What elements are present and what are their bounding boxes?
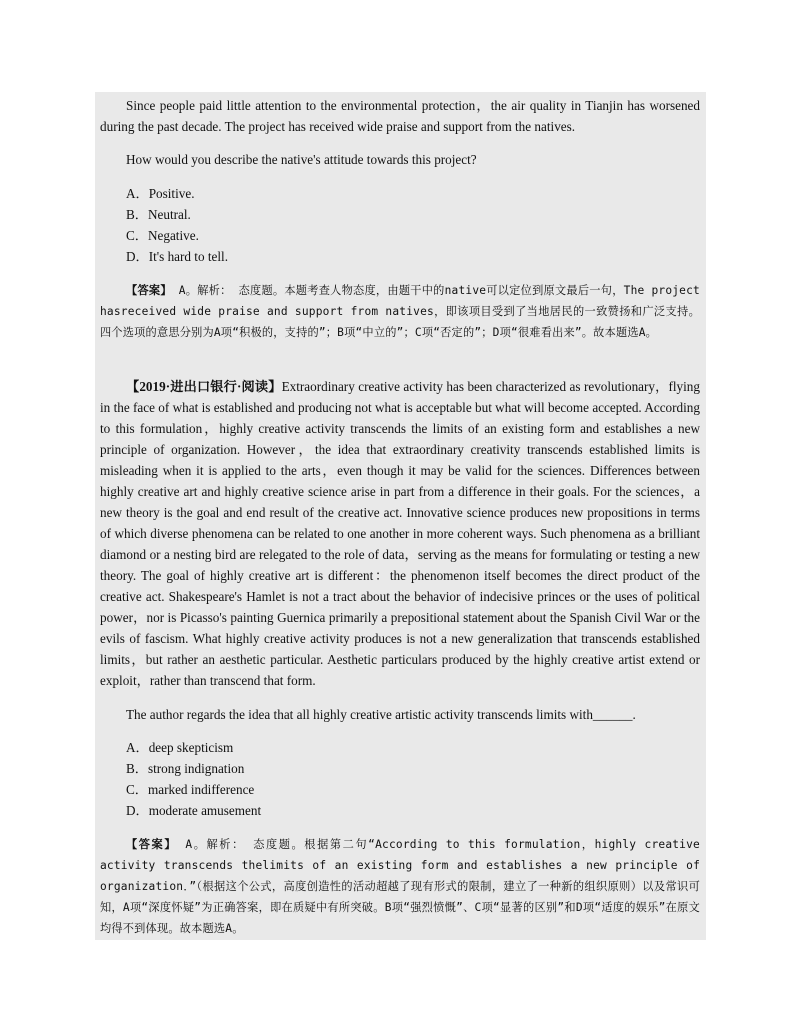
q2-question: The author regards the idea that all highly creative artistic activity transcends limits with______. bbox=[126, 707, 636, 722]
q1-passage: Since people paid little attention to the environmental protection，the air quality in Tianjin has worsened during the past decade. The project has received wide praise and support from the natives. bbox=[100, 98, 700, 134]
q1-option-a: A．Positive. bbox=[126, 186, 195, 201]
q2-passage bbox=[100, 376, 700, 691]
q2-passage-block bbox=[100, 376, 700, 691]
q1-option-b: B．Neutral. bbox=[126, 207, 191, 222]
q2-option-d: D．moderate amusement bbox=[126, 803, 262, 818]
q2-option-b: B．strong indignation bbox=[126, 761, 245, 776]
q2-option-a: A．deep skepticism bbox=[126, 740, 234, 755]
q1-answer-body: A。解析： 态度题。本题考查人物态度，由题干中的native可以定位到原文最后一句，The project hasreceived wide praise and support from natives，即该项目受到了当地居民的一致赞扬和广泛支持。四个选项的意思分别为A项“积极的，支持的”；B项“中立的”；C项“否定的”；D项“很难看出来”。故本题选A。 bbox=[100, 284, 700, 339]
q2-question-block bbox=[100, 704, 700, 725]
q1-question-block bbox=[100, 149, 700, 170]
q1-answer-tag: 【答案】 bbox=[126, 284, 172, 297]
q2-passage-text: Extraordinary creative activity has been characterized as revolutionary，flying in the face of what is established and producing not what is acceptable but what will become accepted. According to this formulation，highly creative activity transcends the limits of an existing form and establishes a new principle of organization. However，the idea that extraordinary creativity transcends established limits is misleading when it is applied to the arts，even though it may be valid for the sciences. Differences between highly creative art and highly creative science arise in part from a difference in their goals. For the sciences，a new theory is the goal and end result of the creative act. Innovative science produces new propositions in terms of which diverse phenomena can be related to one another in more coherent ways. Such phenomena as a brilliant diamond or a nesting bird are relegated to the role of data，serving as the means for formulating or testing a new theory. The goal of highly creative art is different：the phenomenon itself becomes the direct product of the creative act. Shakespeare's Hamlet is not a tract about the behavior of indecisive princes or the uses of political power，nor is Picasso's painting Guernica primarily a prepositional statement about the Spanish Civil War or the evils of fascism. What highly creative activity produces is not a new generalization that transcends established limits，but rather an aesthetic particular. Aesthetic particulars produced by the highly creative artist extend or exploit，rather than transcend that form. bbox=[100, 379, 700, 688]
q1-options bbox=[100, 183, 700, 267]
q1-passage-block bbox=[100, 95, 700, 137]
q2-source-label: 【2019·进出口银行·阅读】 bbox=[126, 379, 282, 394]
q2-answer bbox=[100, 834, 700, 939]
q2-option-c: C．marked indifference bbox=[126, 782, 255, 797]
q2-answer-block bbox=[100, 834, 700, 939]
q2-answer-tag: 【答案】 bbox=[126, 838, 178, 851]
q2-answer-body: A。解析： 态度题。根据第二句“According to this formulation，highly creative activity transcends thelimits of an existing form and establishes a new principle of organization．”（根据这个公式，高度创造性的活动超越了现有形式的限制，建立了一种新的组织原则）以及常识可知，A项“深度怀疑”为正确答案，即在质疑中有所突破。B项“强烈愤慨”、C项“显著的区别”和D项“适度的娱乐”在原文均得不到体现。故本题选A。 bbox=[100, 838, 700, 935]
q1-question: How would you describe the native's attitude towards this project? bbox=[126, 152, 477, 167]
q2-options bbox=[100, 737, 700, 821]
q1-answer bbox=[100, 280, 700, 343]
q1-option-d: D．It's hard to tell. bbox=[126, 249, 228, 264]
q1-option-c: C．Negative. bbox=[126, 228, 199, 243]
q1-answer-block bbox=[100, 280, 700, 343]
